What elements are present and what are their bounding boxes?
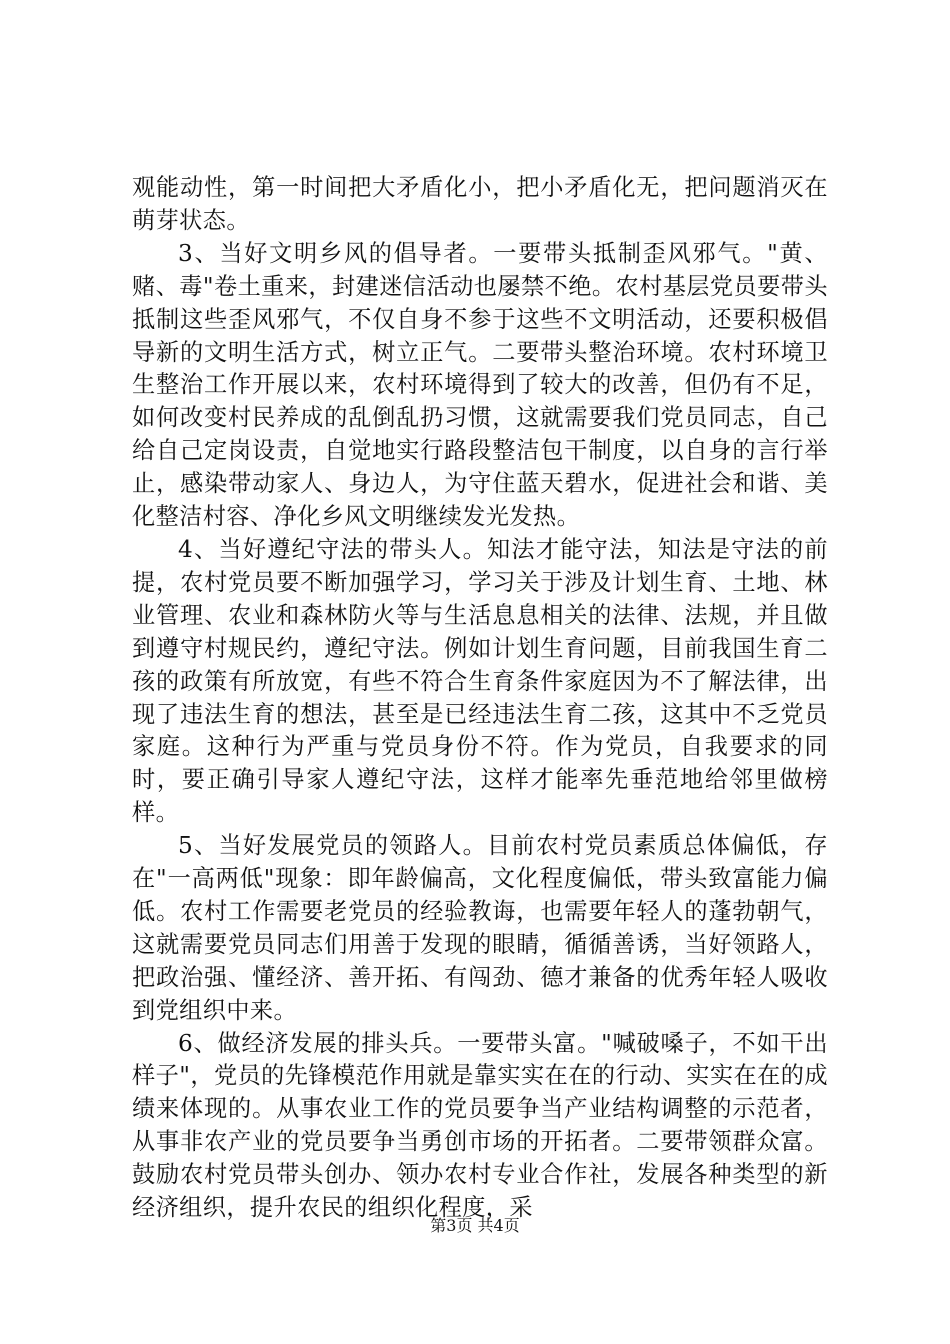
- paragraph-4-law-abiding: 4、当好遵纪守法的带头人。知法才能守法，知法是守法的前提，农村党员要不断加强学习，学习关于涉及计划生育、土地、林业管理、农业和森林防火等与生活息息相关的法律、法规，并且做到遵守村规民约，遵纪守法。例如计划生育问题，目前我国生育二孩的政策有所放宽，有些不符合生育条件家庭因为不了解法律，出现了违法生育的想法，甚至是已经违法生育二孩，这其中不乏党员家庭。这种行为严重与党员身份不符。作为党员，自我要求的同时，要正确引导家人遵纪守法，这样才能率先垂范地给邻里做榜样。: [132, 535, 828, 827]
- page-number-label: 第3页 共4页: [430, 1216, 520, 1235]
- page-footer: [0, 1214, 950, 1238]
- paragraph-3-civilized-customs: 3、当好文明乡风的倡导者。一要带头抵制歪风邪气。"黄、赌、毒"卷土重来，封建迷信活动也屡禁不绝。农村基层党员要带头抵制这些歪风邪气，不仅自身不参于这些不文明活动，还要积极倡导新的文明生活方式，树立正气。二要带头整治环境。农村环境卫生整治工作开展以来，农村环境得到了较大的改善，但仍有不足，如何改变村民养成的乱倒乱扔习惯，这就需要我们党员同志，自己给自己定岗设责，自觉地实行路段整洁包干制度，以自身的言行举止，感染带动家人、身边人，为守住蓝天碧水，促进社会和谐、美化整洁村容、净化乡风文明继续发光发热。: [132, 239, 828, 531]
- paragraph-6-economic-development: 6、做经济发展的排头兵。一要带头富。"喊破嗓子，不如干出样子"，党员的先锋模范作用就是靠实实在在的行动、实实在在的成绩来体现的。从事农业工作的党员要争当产业结构调整的示范者，从事非农产业的党员要争当勇创市场的开拓者。二要带领群众富。鼓励农村党员带头创办、领办农村专业合作社，发展各种类型的新经济组织，提升农民的组织化程度，采: [132, 1029, 828, 1222]
- paragraph-continuation: 观能动性，第一时间把大矛盾化小，把小矛盾化无，把问题消灭在萌芽状态。: [132, 174, 828, 234]
- document-body: [132, 172, 828, 1225]
- paragraph-5-member-development: 5、当好发展党员的领路人。目前农村党员素质总体偏低，存在"一高两低"现象：即年龄偏高，文化程度偏低，带头致富能力偏低。农村工作需要老党员的经验教诲，也需要年轻人的蓬勃朝气，这就需要党员同志们用善于发现的眼睛，循循善诱，当好领路人，把政治强、懂经济、善开拓、有闯劲、德才兼备的优秀年轻人吸收到党组织中来。: [132, 832, 828, 1024]
